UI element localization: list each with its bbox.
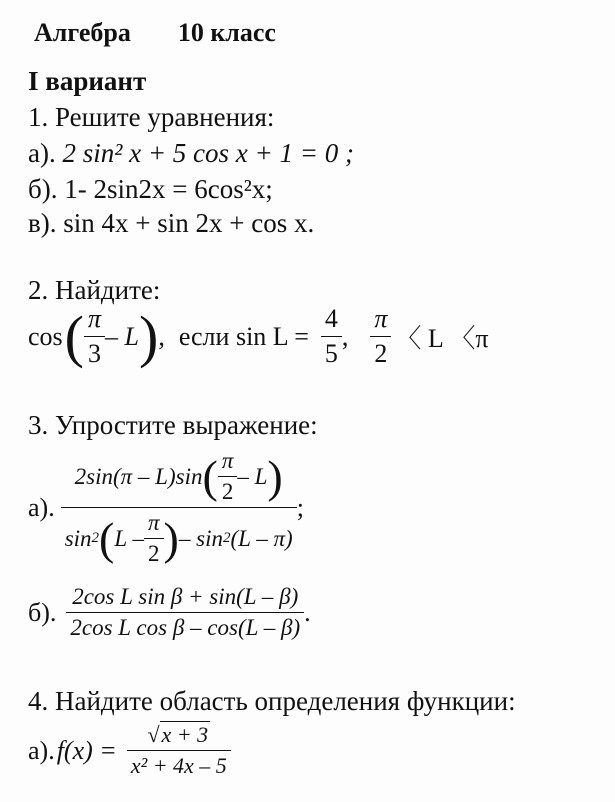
task3-title: 3. Упростите выражение:: [28, 410, 318, 440]
sqrt-symbol: √x + 3: [147, 722, 209, 747]
subject: Алгебра: [34, 18, 131, 47]
task4-a-denominator: x² + 4x – 5: [130, 753, 227, 778]
grade: 10 класс: [177, 18, 276, 47]
task2-pi-over-2: $\frac{\pi}{2}$: [370, 304, 391, 369]
task2-expression: cos ( $\frac{\pi}{3}$ – L ) , если sin L = $\frac{4}{5}$ , $\frac{\pi}{2}$ 〈 L 〈π: [28, 303, 489, 369]
task4-title: 4. Найдите область определения функции:: [28, 686, 516, 716]
task1-c-label: в).: [28, 208, 57, 238]
task3-b-denominator: 2cos L cos β – cos(L – β): [70, 615, 301, 640]
variant-heading: I вариант: [28, 66, 147, 96]
task2-cos: cos: [28, 321, 63, 351]
task2-pi: π: [88, 304, 102, 333]
page-title: [34, 18, 276, 48]
task1-c: [28, 208, 314, 239]
task4-a-fraction: [127, 722, 231, 779]
task3-a-num-left: 2sin(π – L)sin: [74, 463, 203, 489]
task3-a: [28, 448, 304, 567]
task4-a-label: а).: [28, 735, 55, 765]
task2-comma: ,: [341, 321, 349, 351]
task2-four-fifths: [321, 304, 342, 369]
task1-a-label: а).: [28, 138, 56, 168]
task2-five: 5: [324, 339, 338, 368]
task2-three: 3: [88, 339, 102, 368]
task3-b-fraction: [66, 584, 304, 641]
task2-range: 〈 L 〈π: [395, 324, 489, 353]
task2-four: 4: [324, 304, 338, 333]
task3-a-den-pi-over-2: $\frac{\pi}{2}$: [144, 510, 164, 567]
task2-minus-l: – L: [105, 321, 139, 351]
task3-b-numerator: 2cos L sin β + sin(L – β): [72, 584, 299, 609]
task3-a-den-sin: sin: [64, 525, 92, 551]
task1-c-equation: sin 4x + sin 2x + cos x.: [63, 208, 315, 238]
task2-condition: если sin L =: [178, 321, 309, 351]
task4-a-fx: f(x) =: [56, 735, 117, 765]
task3-a-fraction: 2sin(π – L)sin ( $\frac{\pi}{2}$ – L ) sin 2 ( L – $\frac{\pi}{2}$ ) – sin 2 (L – π): [61, 448, 297, 567]
task4-a-numerator: x + 3: [161, 722, 209, 747]
task1-b-label: б).: [28, 174, 58, 204]
task1-b: [28, 174, 273, 205]
task3-a-label: а).: [28, 492, 55, 522]
task4-a: [28, 722, 231, 779]
task3-a-num-pi-over-2: $\frac{\pi}{2}$: [218, 448, 238, 505]
task1-b-equation: 1- 2sin2x = 6cos²x;: [64, 174, 273, 204]
task3-b-label: б).: [28, 597, 57, 627]
task3-b: б). $\frac{\text{2cos L sin β + sin(L – β)}}{\text{2cos L cos β – cos(L – β)}}$ .: [28, 584, 311, 640]
task2-two: 2: [374, 339, 388, 368]
task2-pi-over-3: [84, 304, 105, 369]
task2-title: 2. Найдите:: [28, 275, 161, 305]
task1-title: 1. Решите уравнения:: [28, 102, 275, 132]
task1-a: [28, 138, 354, 169]
task1-a-equation: 2 sin² x + 5 cos x + 1 = 0 ;: [62, 138, 354, 168]
task3-a-semicolon: ;: [296, 492, 304, 522]
